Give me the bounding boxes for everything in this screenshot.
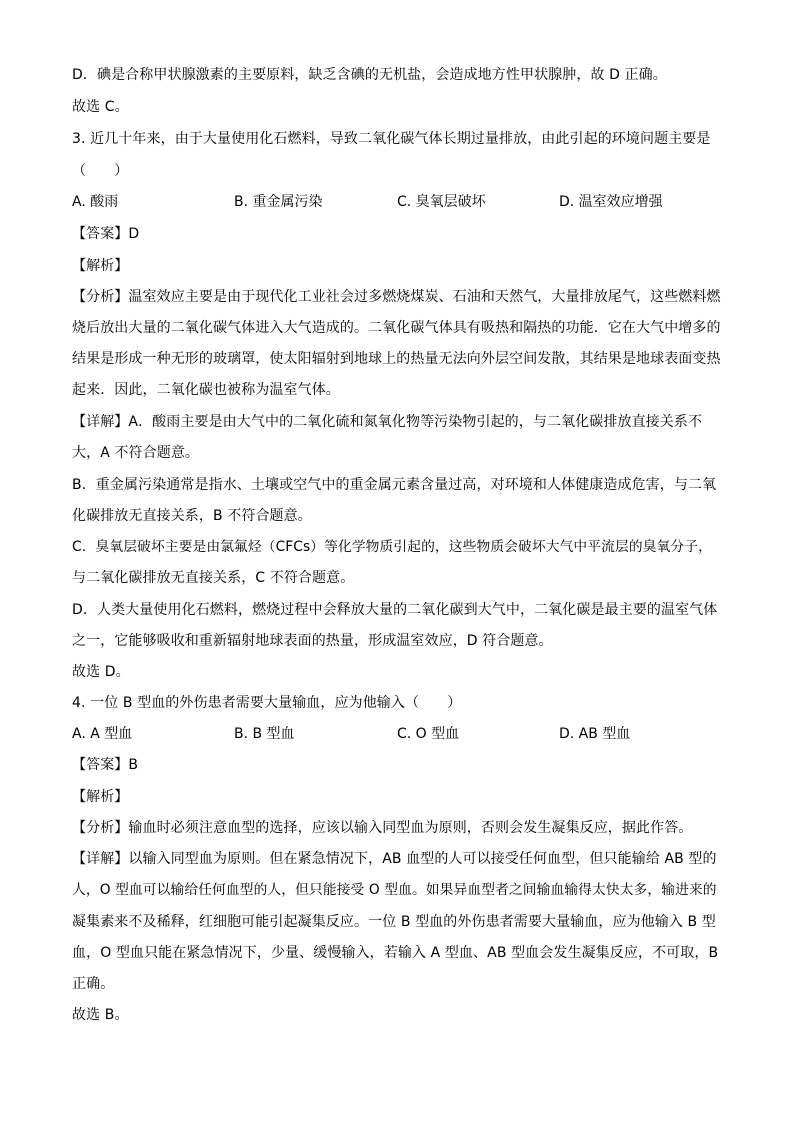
text-line: 故选 B。 [72,1007,129,1023]
option-d: D. AB 型血 [559,726,631,742]
option-b: B. 重金属污染 [234,194,323,210]
question-3-options [72,193,722,211]
text-line: 结果是形成一种无形的玻璃罩，使太阳辐射到地球上的热量无法向外层空间发散，其结果是地球表面变热 [72,351,721,367]
text-line: D．人类大量使用化石燃料，燃烧过程中会释放大量的二氧化碳到大气中，二氧化碳是最主要的温室气体 [72,602,718,618]
text-line: 【分析】输血时必须注意血型的选择，应该以输入同型血为原则，否则会发生凝集反应，据此作答。 [72,820,693,836]
text-line: 起来．因此，二氧化碳也被称为温室气体。 [72,382,340,398]
text-line: 【分析】温室效应主要是由于现代化工业社会过多燃烧煤炭、石油和天然气，大量排放尾气，这些燃料燃 [72,289,721,305]
option-c: C. O 型血 [397,726,460,742]
answer-label: 【答案】B [72,757,139,773]
question-3-stem: 3. 近几十年来，由于大量使用化石燃料，导致二氧化碳气体长期过量排放，由此引起的环境问题主要是 [72,131,711,147]
analysis-label: 【解析】 [72,789,129,805]
text-line: 【详解】以输入同型血为原则。但在紧急情况下，AB 血型的人可以接受任何血型，但只能输给 AB 型的 [72,851,717,867]
question-4-options [72,725,722,743]
text-line: 血，O 型血只能在紧急情况下，少量、缓慢输入，若输入 A 型血、AB 型血会发生凝集反应，不可取，B [72,945,719,961]
question-4-stem: 4. 一位 B 型血的外伤患者需要大量输血，应为他输入（ ） [72,695,462,711]
text-line: 与二氧化碳排放无直接关系，C 不符合题意。 [72,570,355,586]
text-line: C．臭氧层破坏主要是由氯氟烃（CFCs）等化学物质引起的，这些物质会破坏大气中平流层的臭氧分子， [72,539,712,555]
option-c: C. 臭氧层破坏 [397,194,486,210]
text-line: 正确。 [72,976,115,992]
text-line: D．碘是合称甲状腺激素的主要原料，缺乏含碘的无机盐，会造成地方性甲状腺肿，故 D 正确。 [72,67,667,83]
text-line: 故选 D。 [72,664,130,680]
analysis-label: 【解析】 [72,258,129,274]
text-line: 故选 C。 [72,99,129,115]
answer-label: 【答案】D [72,226,140,242]
text-line: 凝集素来不及稀释，红细胞可能引起凝集反应。一位 B 型血的外伤患者需要大量输血，应为他输入 B 型 [72,914,716,930]
text-line: 人，O 型血可以输给任何血型的人，但只能接受 O 型血。如果异血型者之间输血输得太快太多，输进来的 [72,882,717,898]
question-3-stem-bracket: （ ） [72,163,129,179]
option-d: D. 温室效应增强 [559,194,663,210]
text-line: B．重金属污染通常是指水、土壤或空气中的重金属元素含量过高，对环境和人体健康造成危害，与二氧 [72,477,717,493]
text-line: 【详解】A．酸雨主要是由大气中的二氧化硫和氮氧化物等污染物引起的，与二氧化碳排放直接关系不 [72,414,703,430]
option-a: A. A 型血 [72,726,133,742]
text-line: 烧后放出大量的二氧化碳气体进入大气造成的。二氧化碳气体具有吸热和隔热的功能．它在大气中增多的 [72,320,721,336]
option-a: A. 酸雨 [72,194,119,210]
option-b: B. B 型血 [234,726,295,742]
text-line: 大，A 不符合题意。 [72,445,200,461]
text-line: 化碳排放无直接关系，B 不符合题意。 [72,508,312,524]
text-line: 之一，它能够吸收和重新辐射地球表面的热量，形成温室效应，D 符合题意。 [72,633,553,649]
